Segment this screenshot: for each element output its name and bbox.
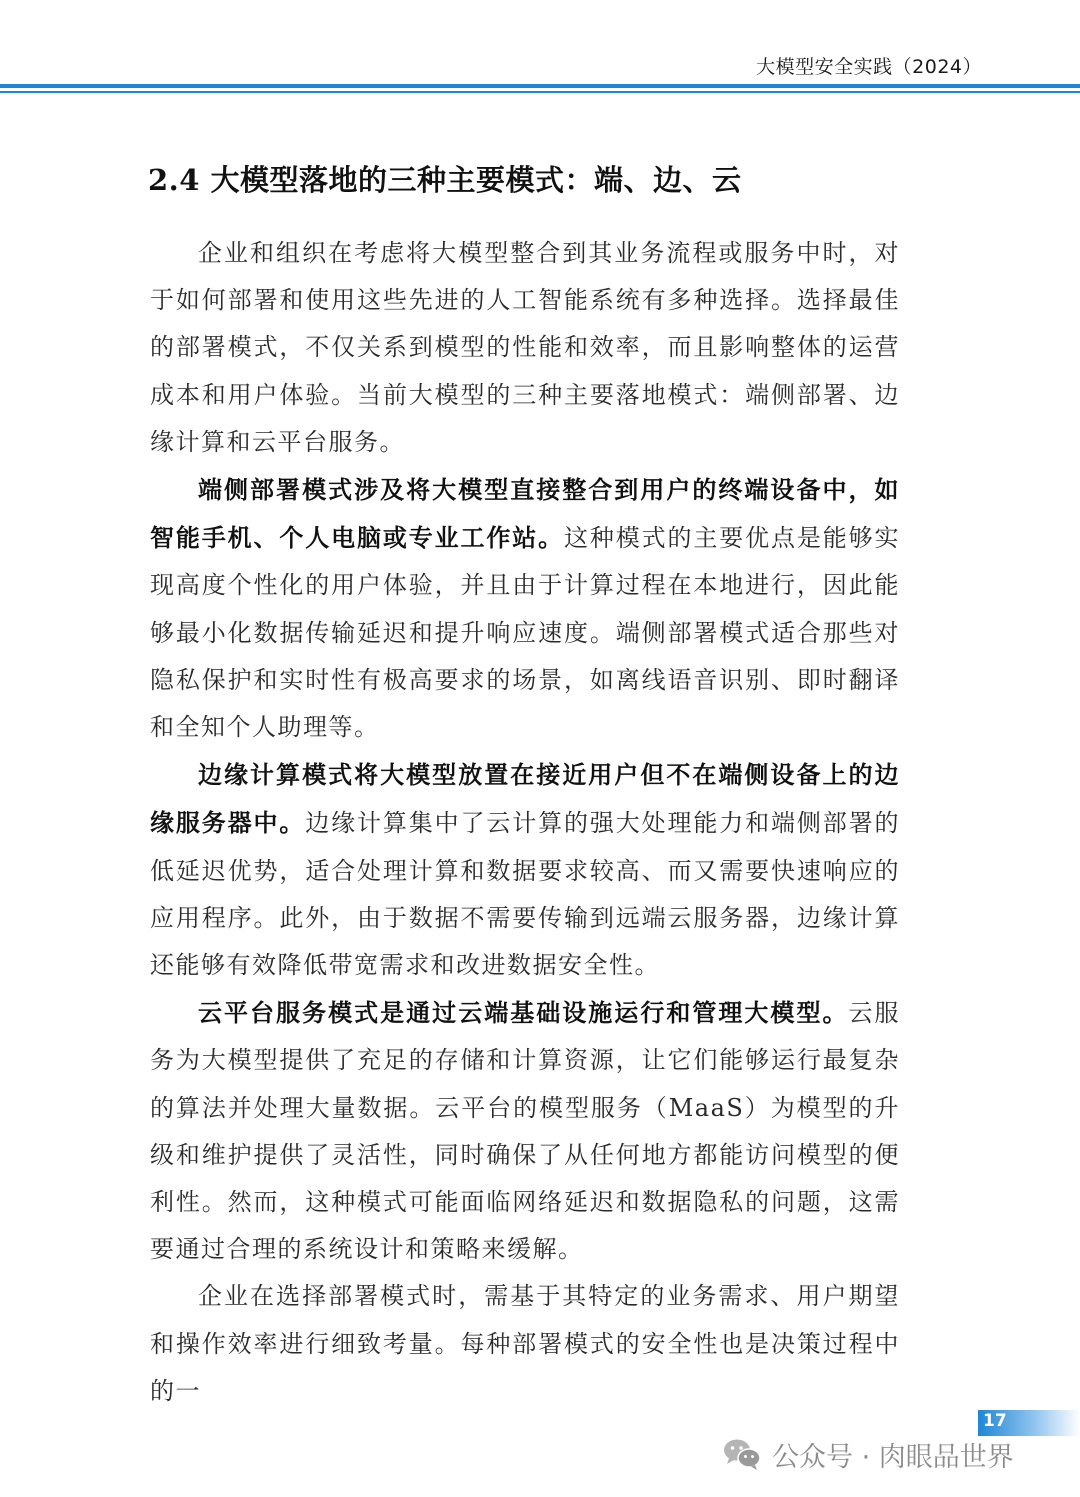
paragraph-bold-lead: 云平台服务模式是通过云端基础设施运行和管理大模型。 xyxy=(198,998,849,1028)
paragraph-text: 边缘计算集中了云计算的强大处理能力和端侧部署的低延迟优势，适合处理计算和数据要求较高、而又需要快速响应的应用程序。此外，由于数据不需要传输到远端云服务器，边缘计算还能够有效降低带宽需求和改进数据安全性。 xyxy=(150,809,900,980)
body-text xyxy=(150,230,900,1415)
header-rule-thick xyxy=(0,84,1080,88)
paragraph xyxy=(150,466,900,751)
header-rule-thin xyxy=(0,91,1080,93)
paragraph xyxy=(150,1273,900,1415)
watermark xyxy=(722,1432,1014,1476)
running-header-title: 大模型安全实践（2024） xyxy=(756,56,982,78)
wechat-icon xyxy=(722,1437,762,1471)
paragraph-text: 云服务为大模型提供了充足的存储和计算资源，让它们能够运行最复杂的算法并处理大量数据。云平台的模型服务（MaaS）为模型的升级和维护提供了灵活性，同时确保了从任何地方都能访问模型的便利性。然而，这种模式可能面临网络延迟和数据隐私的问题，这需要通过合理的系统设计和策略来缓解。 xyxy=(150,999,901,1264)
paragraph xyxy=(150,989,900,1273)
paragraph-text: 企业和组织在考虑将大模型整合到其业务流程或服务中时，对于如何部署和使用这些先进的人工智能系统有多种选择。选择最佳的部署模式，不仅关系到模型的性能和效率，而且影响整体的运营成本和用户体验。当前大模型的三种主要落地模式：端侧部署、边缘计算和云平台服务。 xyxy=(150,239,900,456)
section-heading: 2.4 大模型落地的三种主要模式：端、边、云 xyxy=(148,163,742,197)
paragraph-text: 企业在选择部署模式时，需基于其特定的业务需求、用户期望和操作效率进行细致考量。每种部署模式的安全性也是决策过程中的一 xyxy=(150,1282,900,1405)
paragraph xyxy=(150,230,900,466)
paragraph-text: 这种模式的主要优点是能够实现高度个性化的用户体验，并且由于计算过程在本地进行，因此能够最小化数据传输延迟和提升响应速度。端侧部署模式适合那些对隐私保护和实时性有极高要求的场景，如离线语音识别、即时翻译和全知个人助理等。 xyxy=(150,524,900,742)
paragraph-bold-lead: 边缘计算模式将大模型放置在接近用户但不在端侧设备上的边缘服务器中。 xyxy=(150,760,900,838)
paragraph-bold-lead: 端侧部署模式涉及将大模型直接整合到用户的终端设备中，如智能手机、个人电脑或专业工作站。 xyxy=(150,475,900,553)
paragraph xyxy=(150,751,900,989)
watermark-text: 公众号 · 肉眼品世界 xyxy=(772,1441,1014,1473)
page-number: 17 xyxy=(983,1411,1007,1431)
